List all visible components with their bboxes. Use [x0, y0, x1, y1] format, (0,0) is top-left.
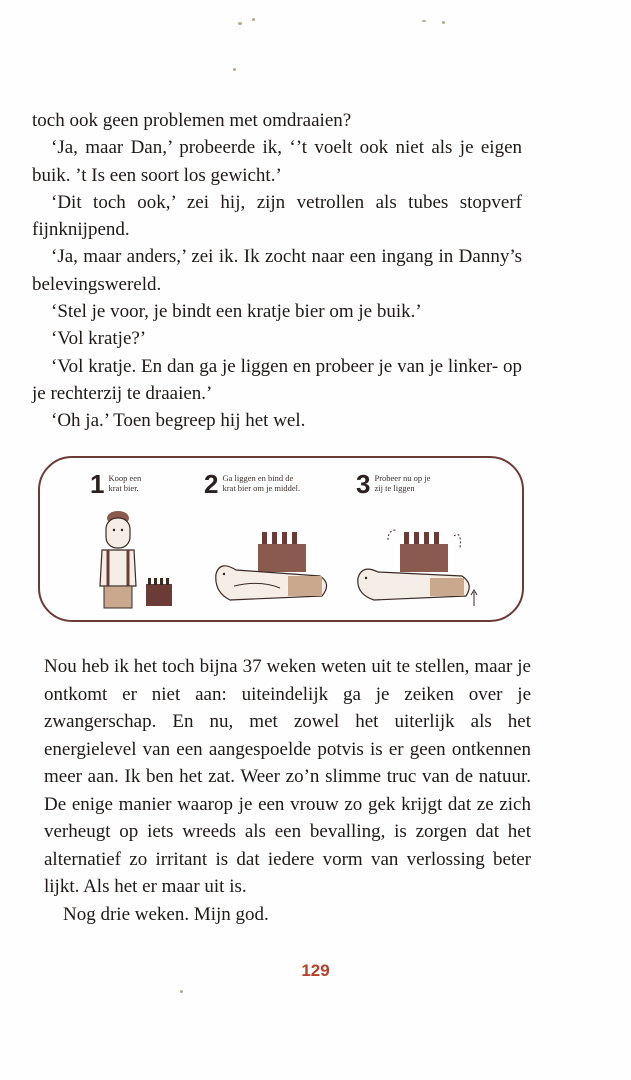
body-text-lower: [44, 653, 531, 928]
man-turning-with-crate-illustration: [350, 528, 490, 612]
step-1: [90, 469, 142, 499]
paragraph: Nou heb ik het toch bijna 37 weken weten uit te stellen, maar je ontkomt er niet aan: uiteindelijk ga je zeiken over je zwangerschap. En nu, met zowel het uiterlijk als het energielevel van een aangespoelde potvis is er geen ontkennen meer aan. Ik ben het zat. Weer zo’n slimme truc van de natuur. De enige manier waarop je een vrouw zo gek krijgt dat ze zich verheugt op iets wreeds als een bevalling, is zorgen dat het alternatief zo irritant is dat iedere vorm van verlossing beter lijkt. Als het er maar uit is.: [44, 656, 531, 897]
paragraph: ‘Oh ja.’ Toen begreep hij het wel.: [51, 410, 306, 432]
page-number: 129: [301, 961, 330, 980]
step-number: 1: [90, 469, 105, 499]
step-caption: Ga liggen en bind de krat bier om je middel.: [222, 473, 301, 493]
step-caption: Koop een krat bier.: [108, 473, 142, 493]
print-speck: [180, 990, 183, 993]
print-speck: [442, 21, 445, 24]
step-number: 2: [204, 469, 219, 499]
print-speck: [422, 20, 426, 22]
paragraph: ‘Dit toch ook,’ zei hij, zijn vetrollen als tubes stopverf fijnknijpend.: [32, 191, 522, 241]
paragraph: ‘Vol kratje?’: [51, 328, 147, 350]
step-2: [204, 469, 301, 499]
print-speck: [252, 18, 255, 21]
paragraph: ‘Ja, maar Dan,’ probeerde ik, ‘’t voelt ook niet als je eigen buik. ’t Is een soort los gewicht.’: [32, 137, 522, 186]
print-speck: [233, 68, 236, 71]
man-lying-with-crate-illustration: [210, 530, 340, 610]
paragraph: ‘Vol kratje. En dan ga je liggen en probeer je van je linker- op je rechterzij te draaien.’: [32, 355, 522, 404]
illustration-panel: [38, 456, 524, 622]
step-number: 3: [356, 469, 371, 499]
paragraph: toch ook geen problemen met omdraaien?: [32, 110, 352, 131]
paragraph: Nog drie weken. Mijn god.: [63, 903, 269, 925]
print-speck: [238, 22, 242, 25]
step-caption: Probeer nu op je zij te liggen: [374, 473, 431, 493]
man-standing-illustration: [84, 506, 174, 616]
step-3: [356, 469, 431, 499]
paragraph: ‘Stel je voor, je bindt een kratje bier om je buik.’: [51, 301, 422, 323]
body-text-upper: [32, 107, 522, 435]
paragraph: ‘Ja, maar anders,’ zei ik. Ik zocht naar een ingang in Danny’s belevingswereld.: [32, 246, 522, 295]
